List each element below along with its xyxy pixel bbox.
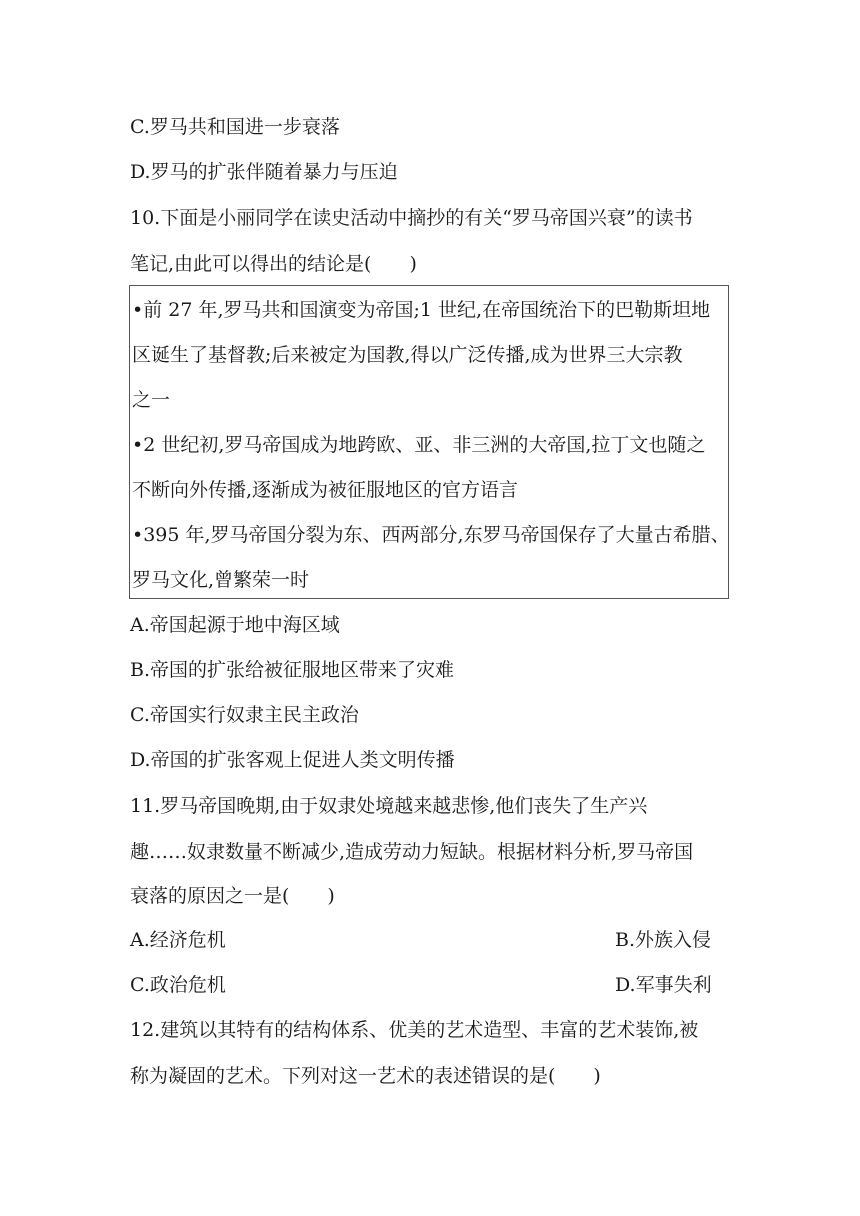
- question-10-stem-line-2: 笔记,由此可以得出的结论是( ): [130, 253, 417, 275]
- option-a-q11: A.经济危机: [130, 929, 226, 951]
- option-b-q11: B.外族入侵: [615, 929, 712, 951]
- note-3-line-2: 罗马文化,曾繁荣一时: [132, 569, 310, 591]
- option-d-q9: D.罗马的扩张伴随着暴力与压迫: [130, 161, 398, 183]
- option-c-q9: C.罗马共和国进一步衰落: [130, 116, 340, 138]
- note-1-line-2: 区诞生了基督教;后来被定为国教,得以广泛传播,成为世界三大宗教: [132, 344, 683, 366]
- question-10-stem-line-1: 10.下面是小丽同学在读史活动中摘抄的有关“罗马帝国兴衰”的读书: [130, 207, 693, 229]
- option-c-q11: C.政治危机: [130, 974, 226, 996]
- option-c-q10: C.帝国实行奴隶主民主政治: [130, 704, 359, 726]
- note-1-line-3: 之一: [132, 389, 171, 411]
- question-11-stem-line-2: 趣……奴隶数量不断减少,造成劳动力短缺。根据材料分析,罗马帝国: [130, 841, 694, 863]
- note-2-line-2: 不断向外传播,逐渐成为被征服地区的官方语言: [132, 479, 519, 501]
- note-3-line-1: •395 年,罗马帝国分裂为东、西两部分,东罗马帝国保存了大量古希腊、: [132, 524, 730, 546]
- note-2-line-1: •2 世纪初,罗马帝国成为地跨欧、亚、非三洲的大帝国,拉丁文也随之: [132, 434, 706, 456]
- question-11-stem-line-3: 衰落的原因之一是( ): [130, 885, 335, 907]
- option-a-q10: A.帝国起源于地中海区域: [130, 614, 340, 636]
- question-11-stem-line-1: 11.罗马帝国晚期,由于奴隶处境越来越悲惨,他们丧失了生产兴: [130, 795, 648, 817]
- option-d-q10: D.帝国的扩张客观上促进人类文明传播: [130, 749, 455, 771]
- option-d-q11: D.军事失利: [615, 974, 712, 996]
- reading-notes-box: [129, 285, 729, 599]
- option-b-q10: B.帝国的扩张给被征服地区带来了灾难: [130, 659, 455, 681]
- question-12-stem-line-2: 称为凝固的艺术。下列对这一艺术的表述错误的是( ): [130, 1065, 601, 1087]
- question-12-stem-line-1: 12.建筑以其特有的结构体系、优美的艺术造型、丰富的艺术装饰,被: [130, 1019, 699, 1041]
- note-1-line-1: •前 27 年,罗马共和国演变为帝国;1 世纪,在帝国统治下的巴勒斯坦地: [132, 299, 711, 321]
